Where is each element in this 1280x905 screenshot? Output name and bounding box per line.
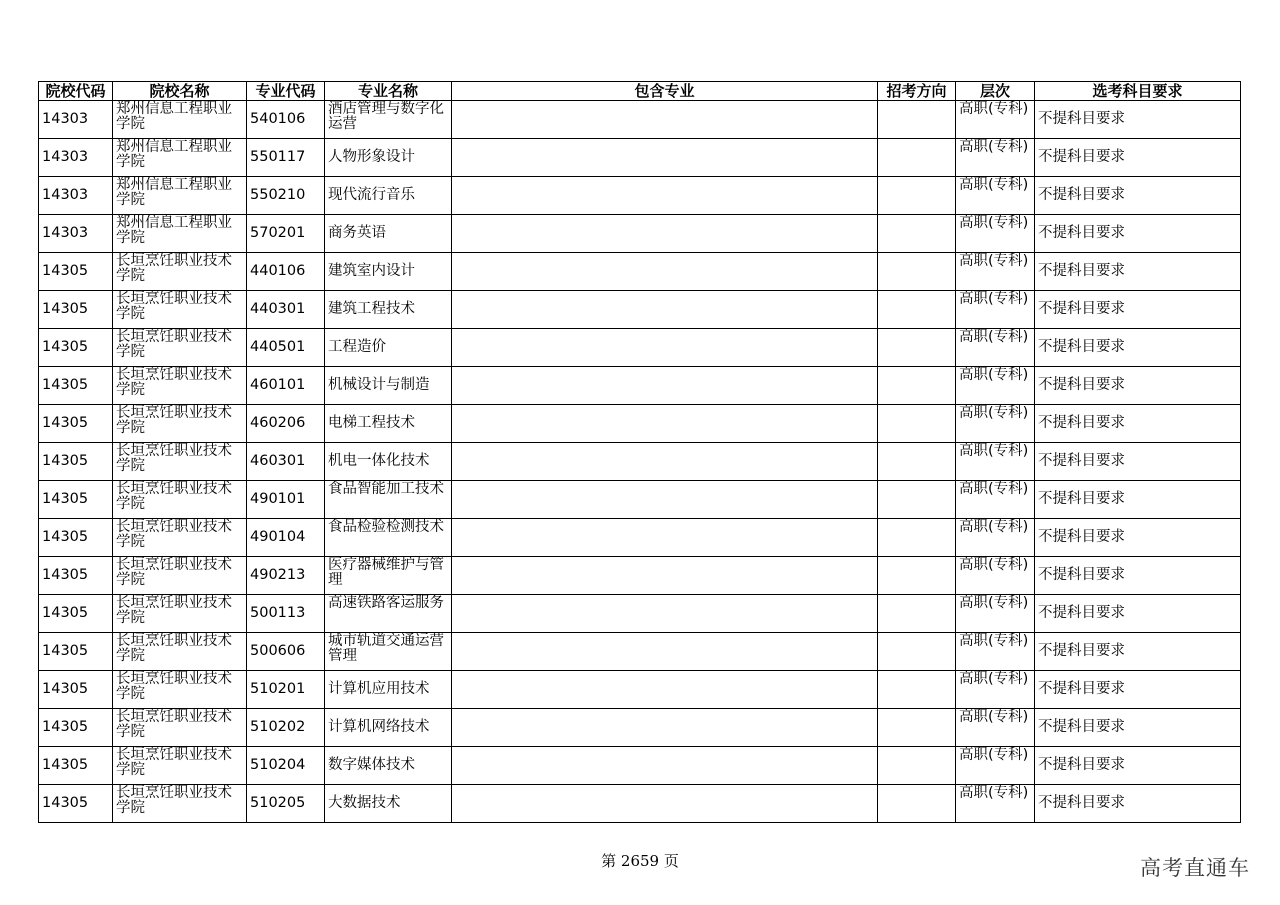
cell-school-name: 长垣烹饪职业技术学院 <box>113 709 247 747</box>
cell-subject-requirement: 不提科目要求 <box>1035 329 1241 367</box>
cell-level: 高职(专科) <box>956 747 1035 785</box>
cell-major-name: 商务英语 <box>325 215 452 253</box>
cell-major-name: 建筑工程技术 <box>325 291 452 329</box>
cell-school-code: 14305 <box>39 329 113 367</box>
table-row <box>39 405 1241 443</box>
cell-direction <box>878 367 956 405</box>
cell-major-name: 城市轨道交通运营管理 <box>325 633 452 671</box>
cell-level: 高职(专科) <box>956 481 1035 519</box>
cell-school-name: 郑州信息工程职业学院 <box>113 101 247 139</box>
header-included-majors: 包含专业 <box>452 82 878 101</box>
cell-included-majors <box>452 481 878 519</box>
cell-included-majors <box>452 367 878 405</box>
cell-school-name: 长垣烹饪职业技术学院 <box>113 671 247 709</box>
cell-direction <box>878 785 956 823</box>
cell-level: 高职(专科) <box>956 329 1035 367</box>
cell-direction <box>878 177 956 215</box>
cell-included-majors <box>452 747 878 785</box>
cell-level: 高职(专科) <box>956 367 1035 405</box>
cell-level: 高职(专科) <box>956 557 1035 595</box>
cell-direction <box>878 405 956 443</box>
table-row <box>39 747 1241 785</box>
cell-subject-requirement: 不提科目要求 <box>1035 709 1241 747</box>
cell-direction <box>878 633 956 671</box>
cell-included-majors <box>452 215 878 253</box>
cell-direction <box>878 557 956 595</box>
cell-level: 高职(专科) <box>956 671 1035 709</box>
cell-major-code: 510201 <box>247 671 325 709</box>
cell-major-code: 490101 <box>247 481 325 519</box>
cell-major-code: 510202 <box>247 709 325 747</box>
cell-subject-requirement: 不提科目要求 <box>1035 671 1241 709</box>
cell-subject-requirement: 不提科目要求 <box>1035 253 1241 291</box>
cell-school-code: 14305 <box>39 747 113 785</box>
cell-included-majors <box>452 139 878 177</box>
majors-table <box>38 81 1241 823</box>
cell-level: 高职(专科) <box>956 443 1035 481</box>
cell-major-name: 现代流行音乐 <box>325 177 452 215</box>
cell-subject-requirement: 不提科目要求 <box>1035 139 1241 177</box>
cell-level: 高职(专科) <box>956 785 1035 823</box>
cell-subject-requirement: 不提科目要求 <box>1035 633 1241 671</box>
cell-school-name: 长垣烹饪职业技术学院 <box>113 595 247 633</box>
cell-major-name: 高速铁路客运服务 <box>325 595 452 633</box>
cell-school-code: 14303 <box>39 215 113 253</box>
cell-major-name: 工程造价 <box>325 329 452 367</box>
cell-subject-requirement: 不提科目要求 <box>1035 177 1241 215</box>
page-number: 第 2659 页 <box>601 852 679 870</box>
cell-school-name: 长垣烹饪职业技术学院 <box>113 481 247 519</box>
table-row <box>39 177 1241 215</box>
cell-level: 高职(专科) <box>956 101 1035 139</box>
cell-major-name: 大数据技术 <box>325 785 452 823</box>
cell-level: 高职(专科) <box>956 633 1035 671</box>
cell-included-majors <box>452 671 878 709</box>
cell-subject-requirement: 不提科目要求 <box>1035 519 1241 557</box>
cell-level: 高职(专科) <box>956 709 1035 747</box>
table-row <box>39 519 1241 557</box>
cell-included-majors <box>452 557 878 595</box>
cell-school-code: 14305 <box>39 367 113 405</box>
cell-school-name: 长垣烹饪职业技术学院 <box>113 557 247 595</box>
cell-school-code: 14305 <box>39 709 113 747</box>
cell-level: 高职(专科) <box>956 215 1035 253</box>
cell-direction <box>878 747 956 785</box>
table-row <box>39 709 1241 747</box>
header-school-code: 院校代码 <box>39 82 113 101</box>
cell-major-code: 550210 <box>247 177 325 215</box>
table-header-row <box>39 82 1241 101</box>
cell-subject-requirement: 不提科目要求 <box>1035 785 1241 823</box>
cell-major-code: 490104 <box>247 519 325 557</box>
table-row <box>39 671 1241 709</box>
cell-direction <box>878 671 956 709</box>
table-row <box>39 481 1241 519</box>
cell-subject-requirement: 不提科目要求 <box>1035 367 1241 405</box>
table-row <box>39 443 1241 481</box>
cell-direction <box>878 481 956 519</box>
cell-major-name: 机械设计与制造 <box>325 367 452 405</box>
cell-major-name: 计算机应用技术 <box>325 671 452 709</box>
cell-direction <box>878 291 956 329</box>
cell-major-name: 酒店管理与数字化运营 <box>325 101 452 139</box>
cell-major-code: 440301 <box>247 291 325 329</box>
cell-major-code: 460206 <box>247 405 325 443</box>
cell-direction <box>878 709 956 747</box>
cell-major-code: 440501 <box>247 329 325 367</box>
cell-direction <box>878 329 956 367</box>
cell-major-name: 食品智能加工技术 <box>325 481 452 519</box>
cell-school-code: 14305 <box>39 595 113 633</box>
cell-subject-requirement: 不提科目要求 <box>1035 443 1241 481</box>
table-row <box>39 785 1241 823</box>
cell-school-code: 14305 <box>39 671 113 709</box>
cell-direction <box>878 519 956 557</box>
cell-major-code: 460101 <box>247 367 325 405</box>
cell-school-code: 14305 <box>39 481 113 519</box>
cell-major-code: 510204 <box>247 747 325 785</box>
table-row <box>39 139 1241 177</box>
cell-included-majors <box>452 291 878 329</box>
header-school-name: 院校名称 <box>113 82 247 101</box>
table-row <box>39 595 1241 633</box>
cell-school-code: 14305 <box>39 785 113 823</box>
cell-school-code: 14305 <box>39 405 113 443</box>
cell-major-code: 550117 <box>247 139 325 177</box>
cell-included-majors <box>452 177 878 215</box>
cell-included-majors <box>452 253 878 291</box>
cell-school-name: 长垣烹饪职业技术学院 <box>113 519 247 557</box>
cell-direction <box>878 253 956 291</box>
table-row <box>39 633 1241 671</box>
cell-major-name: 计算机网络技术 <box>325 709 452 747</box>
cell-major-name: 食品检验检测技术 <box>325 519 452 557</box>
header-level: 层次 <box>956 82 1035 101</box>
table-row <box>39 291 1241 329</box>
cell-included-majors <box>452 519 878 557</box>
cell-school-code: 14305 <box>39 633 113 671</box>
cell-level: 高职(专科) <box>956 139 1035 177</box>
cell-major-name: 机电一体化技术 <box>325 443 452 481</box>
cell-subject-requirement: 不提科目要求 <box>1035 557 1241 595</box>
cell-major-code: 460301 <box>247 443 325 481</box>
cell-major-name: 医疗器械维护与管理 <box>325 557 452 595</box>
cell-subject-requirement: 不提科目要求 <box>1035 747 1241 785</box>
cell-included-majors <box>452 709 878 747</box>
cell-school-name: 郑州信息工程职业学院 <box>113 215 247 253</box>
cell-level: 高职(专科) <box>956 519 1035 557</box>
cell-school-code: 14305 <box>39 443 113 481</box>
cell-school-code: 14305 <box>39 519 113 557</box>
cell-major-code: 570201 <box>247 215 325 253</box>
cell-school-code: 14303 <box>39 101 113 139</box>
cell-school-code: 14303 <box>39 177 113 215</box>
cell-school-name: 郑州信息工程职业学院 <box>113 139 247 177</box>
table-row <box>39 367 1241 405</box>
table-row <box>39 253 1241 291</box>
cell-school-code: 14305 <box>39 291 113 329</box>
table-body <box>39 101 1241 823</box>
cell-major-code: 440106 <box>247 253 325 291</box>
table-row <box>39 101 1241 139</box>
cell-subject-requirement: 不提科目要求 <box>1035 291 1241 329</box>
header-major-code: 专业代码 <box>247 82 325 101</box>
cell-included-majors <box>452 633 878 671</box>
cell-level: 高职(专科) <box>956 595 1035 633</box>
cell-direction <box>878 595 956 633</box>
cell-school-code: 14303 <box>39 139 113 177</box>
cell-direction <box>878 139 956 177</box>
header-direction: 招考方向 <box>878 82 956 101</box>
cell-school-name: 长垣烹饪职业技术学院 <box>113 291 247 329</box>
cell-school-code: 14305 <box>39 253 113 291</box>
cell-subject-requirement: 不提科目要求 <box>1035 405 1241 443</box>
cell-school-name: 郑州信息工程职业学院 <box>113 177 247 215</box>
cell-included-majors <box>452 101 878 139</box>
cell-major-name: 建筑室内设计 <box>325 253 452 291</box>
cell-major-name: 人物形象设计 <box>325 139 452 177</box>
cell-school-name: 长垣烹饪职业技术学院 <box>113 633 247 671</box>
cell-major-code: 490213 <box>247 557 325 595</box>
table-row <box>39 329 1241 367</box>
cell-included-majors <box>452 595 878 633</box>
cell-level: 高职(专科) <box>956 291 1035 329</box>
cell-subject-requirement: 不提科目要求 <box>1035 481 1241 519</box>
cell-direction <box>878 443 956 481</box>
cell-school-name: 长垣烹饪职业技术学院 <box>113 443 247 481</box>
cell-school-name: 长垣烹饪职业技术学院 <box>113 747 247 785</box>
watermark: 高考直通车 <box>1140 856 1250 880</box>
cell-level: 高职(专科) <box>956 253 1035 291</box>
cell-school-name: 长垣烹饪职业技术学院 <box>113 253 247 291</box>
cell-major-code: 500606 <box>247 633 325 671</box>
cell-included-majors <box>452 329 878 367</box>
cell-level: 高职(专科) <box>956 177 1035 215</box>
cell-included-majors <box>452 443 878 481</box>
cell-school-name: 长垣烹饪职业技术学院 <box>113 785 247 823</box>
table-row <box>39 215 1241 253</box>
cell-school-name: 长垣烹饪职业技术学院 <box>113 405 247 443</box>
cell-school-code: 14305 <box>39 557 113 595</box>
cell-level: 高职(专科) <box>956 405 1035 443</box>
cell-school-name: 长垣烹饪职业技术学院 <box>113 329 247 367</box>
cell-major-code: 540106 <box>247 101 325 139</box>
cell-major-code: 510205 <box>247 785 325 823</box>
table-row <box>39 557 1241 595</box>
cell-subject-requirement: 不提科目要求 <box>1035 101 1241 139</box>
cell-direction <box>878 101 956 139</box>
cell-major-name: 电梯工程技术 <box>325 405 452 443</box>
header-subject-requirement: 选考科目要求 <box>1035 82 1241 101</box>
cell-major-code: 500113 <box>247 595 325 633</box>
cell-direction <box>878 215 956 253</box>
cell-major-name: 数字媒体技术 <box>325 747 452 785</box>
cell-included-majors <box>452 405 878 443</box>
cell-included-majors <box>452 785 878 823</box>
cell-school-name: 长垣烹饪职业技术学院 <box>113 367 247 405</box>
header-major-name: 专业名称 <box>325 82 452 101</box>
cell-subject-requirement: 不提科目要求 <box>1035 215 1241 253</box>
cell-subject-requirement: 不提科目要求 <box>1035 595 1241 633</box>
